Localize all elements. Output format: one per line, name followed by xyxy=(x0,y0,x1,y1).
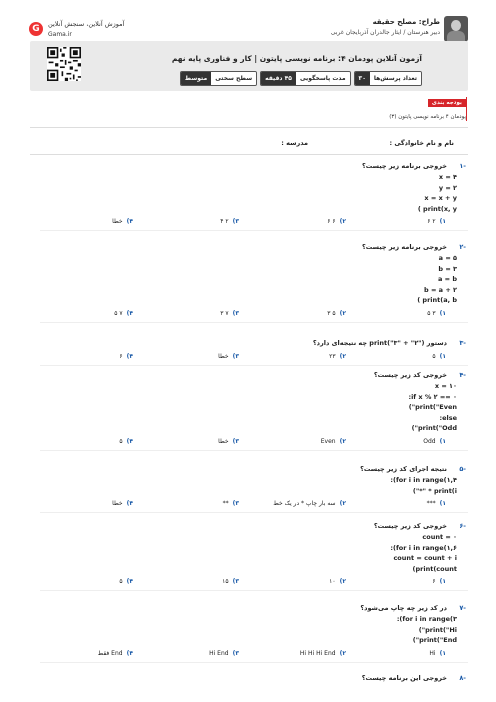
qr-code-icon xyxy=(47,47,81,81)
option-number: ۱) xyxy=(439,353,446,360)
designer-avatar xyxy=(444,16,468,42)
school-name-label: مدرسه : xyxy=(281,139,308,147)
code-line: ("print("End xyxy=(412,636,457,645)
section-topic: پودمان ۴ برنامه نویسی پایتون (۳) xyxy=(389,114,466,120)
question-text: خروجی این برنامه چیست؟ xyxy=(361,674,447,682)
brand-tagline: آموزش آنلاین، سنجش آنلاین xyxy=(48,20,125,28)
option-text: ** xyxy=(222,500,229,508)
code-line: :(for i in range(۱,۴ xyxy=(390,476,457,484)
option-text: *** xyxy=(426,500,436,508)
option-text: سه بار چاپ * در یک خط xyxy=(273,500,336,508)
divider xyxy=(30,154,468,155)
code-line: :else xyxy=(439,413,457,422)
answer-option[interactable] xyxy=(273,500,346,507)
option-number: ۱) xyxy=(439,218,446,226)
question-text: دستور ("۲" + "۳")print چه نتیجه‌ای دارد؟ xyxy=(312,339,447,347)
exam-badges xyxy=(180,71,422,86)
option-text: Hi End xyxy=(209,649,229,657)
option-number: ۳) xyxy=(232,218,239,226)
option-text: خطا xyxy=(218,438,229,445)
designer-school: دبیر هنرستان / ایثار جالدران آذربایجان غربی xyxy=(330,29,440,36)
answer-option[interactable] xyxy=(209,650,239,657)
option-text: خطا xyxy=(112,500,123,508)
option-text: End فقط xyxy=(97,649,123,657)
answer-option[interactable] xyxy=(114,310,133,317)
option-number: ۲) xyxy=(339,500,346,508)
question-number: ۶- xyxy=(459,522,466,530)
answer-option[interactable] xyxy=(427,218,446,225)
code-line: ( print(a, b xyxy=(417,296,457,305)
option-text: ۵ ۳ xyxy=(327,310,336,317)
question-text: خروجی برنامه زیر چیست؟ xyxy=(362,243,447,251)
option-number: ۱) xyxy=(439,649,446,657)
option-number: ۱) xyxy=(439,438,446,445)
question-divider xyxy=(40,230,468,231)
option-text: ۶ ۶ xyxy=(327,218,336,226)
question-text: خروجی کد زیر چیست؟ xyxy=(373,522,447,530)
section-tag: بودجه بندی xyxy=(428,99,466,107)
answer-option[interactable] xyxy=(220,310,239,317)
answer-option[interactable] xyxy=(220,218,239,225)
answer-option[interactable] xyxy=(327,310,346,317)
option-text: خطا xyxy=(218,353,229,360)
option-number: ۲) xyxy=(339,649,346,657)
question-number: ۴- xyxy=(459,371,466,379)
answer-option[interactable] xyxy=(218,438,239,445)
answer-option[interactable] xyxy=(432,353,446,360)
answer-option[interactable] xyxy=(223,500,239,507)
code-line: y = ۲ xyxy=(438,183,457,192)
section-accent xyxy=(466,97,467,121)
option-number: ۳) xyxy=(232,649,239,657)
code-line: :if x % ۲ == ۰ xyxy=(408,392,457,401)
question-number: ۲- xyxy=(459,243,466,251)
code-line: :(for i in range(۳ xyxy=(396,615,457,623)
code-line: b = a + ۲ xyxy=(424,285,457,294)
option-text: ۵ xyxy=(432,353,436,360)
code-line: ("print("Odd xyxy=(411,424,457,433)
question-number: ۳- xyxy=(459,339,466,347)
answer-option[interactable] xyxy=(329,578,346,585)
option-text: خطا xyxy=(112,218,123,226)
option-number: ۴) xyxy=(126,353,133,360)
answer-option[interactable] xyxy=(432,578,446,585)
answer-option[interactable] xyxy=(321,438,346,445)
question-text: خروجی کد زیر چیست؟ xyxy=(373,371,447,379)
option-text: ۷ ۵ xyxy=(114,310,123,317)
answer-option[interactable] xyxy=(427,500,446,507)
question-text: در کد زیر چه چاپ می‌شود؟ xyxy=(360,604,447,612)
answer-option[interactable] xyxy=(119,578,133,585)
option-text: ۶ xyxy=(432,578,436,586)
code-line: ("*" * print(i xyxy=(412,486,457,495)
option-number: ۱) xyxy=(439,310,446,317)
option-number: ۳) xyxy=(232,438,239,445)
answer-option[interactable] xyxy=(98,650,133,657)
answer-option[interactable] xyxy=(112,218,133,225)
option-number: ۳) xyxy=(232,500,239,508)
answer-option[interactable] xyxy=(112,500,133,507)
code-line: (print(count xyxy=(412,564,457,573)
badge-question-count: تعداد پرسش‌ها ۳۰ xyxy=(354,71,422,86)
answer-option[interactable] xyxy=(327,218,346,225)
answer-option[interactable] xyxy=(222,578,239,585)
option-number: ۴) xyxy=(126,310,133,317)
option-number: ۴) xyxy=(126,218,133,226)
option-number: ۱) xyxy=(439,500,446,508)
option-text: Hi Hi Hi End xyxy=(299,649,336,657)
option-text: ۲ ۴ xyxy=(220,218,229,226)
code-line: :(for i in range(۱,۶ xyxy=(390,543,457,552)
student-name-label: نام و نام خانوادگی : xyxy=(389,139,454,147)
question-divider xyxy=(40,590,468,591)
option-text: ۷ ۳ xyxy=(220,310,229,317)
option-text: ۵ xyxy=(119,578,123,586)
gama-logo-icon: G xyxy=(29,22,43,36)
question-divider xyxy=(40,512,468,513)
question-number: ۷- xyxy=(459,604,466,612)
option-number: ۲) xyxy=(339,353,346,360)
question-number: ۵- xyxy=(459,465,466,473)
option-text: ۵ xyxy=(119,438,123,445)
answer-option[interactable] xyxy=(427,310,446,317)
option-number: ۲) xyxy=(339,218,346,226)
option-number: ۴) xyxy=(126,578,133,586)
option-number: ۲) xyxy=(339,438,346,445)
answer-option[interactable] xyxy=(423,438,446,445)
question-divider xyxy=(40,365,468,366)
option-number: ۳) xyxy=(232,353,239,360)
option-text: ۱۵ xyxy=(222,578,229,586)
option-number: ۲) xyxy=(339,578,346,586)
designer-name: طراح: مصلح حقیقه xyxy=(372,18,440,26)
code-line: a = b xyxy=(437,275,457,284)
code-line: count = count + i xyxy=(393,554,457,563)
code-line: ("print("Hi xyxy=(418,625,457,634)
option-text: ۳ ۵ xyxy=(427,310,436,317)
code-line: ("print("Even xyxy=(408,403,457,412)
option-number: ۴) xyxy=(126,438,133,445)
code-line: ( print(x, y xyxy=(417,204,457,213)
answer-option[interactable] xyxy=(119,353,133,360)
answer-option[interactable] xyxy=(300,650,346,657)
option-text: ۱۰ xyxy=(329,578,336,586)
question-divider xyxy=(40,322,468,323)
option-text: Even xyxy=(320,438,336,445)
question-divider xyxy=(40,450,468,451)
option-number: ۲) xyxy=(339,310,346,317)
answer-option[interactable] xyxy=(329,353,346,360)
answer-option[interactable] xyxy=(429,650,446,657)
code-line: x = x + y xyxy=(424,194,457,203)
option-text: ۲ ۶ xyxy=(427,218,436,226)
divider xyxy=(30,127,468,128)
code-line: b = ۳ xyxy=(438,264,457,273)
badge-difficulty: سطح سختی متوسط xyxy=(180,71,257,86)
question-number: ۱- xyxy=(459,162,466,170)
badge-duration: مدت پاسخگویی ۴۵ دقیقه xyxy=(260,71,350,86)
question-number: ۸- xyxy=(459,674,466,682)
answer-option[interactable] xyxy=(218,353,239,360)
code-line: a = ۵ xyxy=(438,254,457,262)
question-text: خروجی برنامه زیر چیست؟ xyxy=(362,162,447,170)
answer-option[interactable] xyxy=(119,438,133,445)
option-text: ۲۳ xyxy=(329,353,336,360)
option-number: ۴) xyxy=(126,649,133,657)
option-text: Hi xyxy=(429,649,436,657)
code-line: x = ۱۰ xyxy=(434,382,457,390)
exam-title: آزمون آنلاین پودمان ۴: برنامه نویسی پایتون | کار و فناوری پایه نهم xyxy=(171,54,422,63)
brand-site: Gama.ir xyxy=(48,31,72,38)
option-number: ۴) xyxy=(126,500,133,508)
question-divider xyxy=(40,662,468,663)
question-text: نتیجه اجرای کد زیر چیست؟ xyxy=(360,465,447,473)
option-number: ۳) xyxy=(232,310,239,317)
option-text: Odd xyxy=(423,438,436,445)
code-line: x = ۴ xyxy=(438,173,457,181)
code-line: count = ۰ xyxy=(422,533,457,541)
option-text: ۶ xyxy=(119,353,123,360)
option-number: ۳) xyxy=(232,578,239,586)
option-number: ۱) xyxy=(439,578,446,586)
